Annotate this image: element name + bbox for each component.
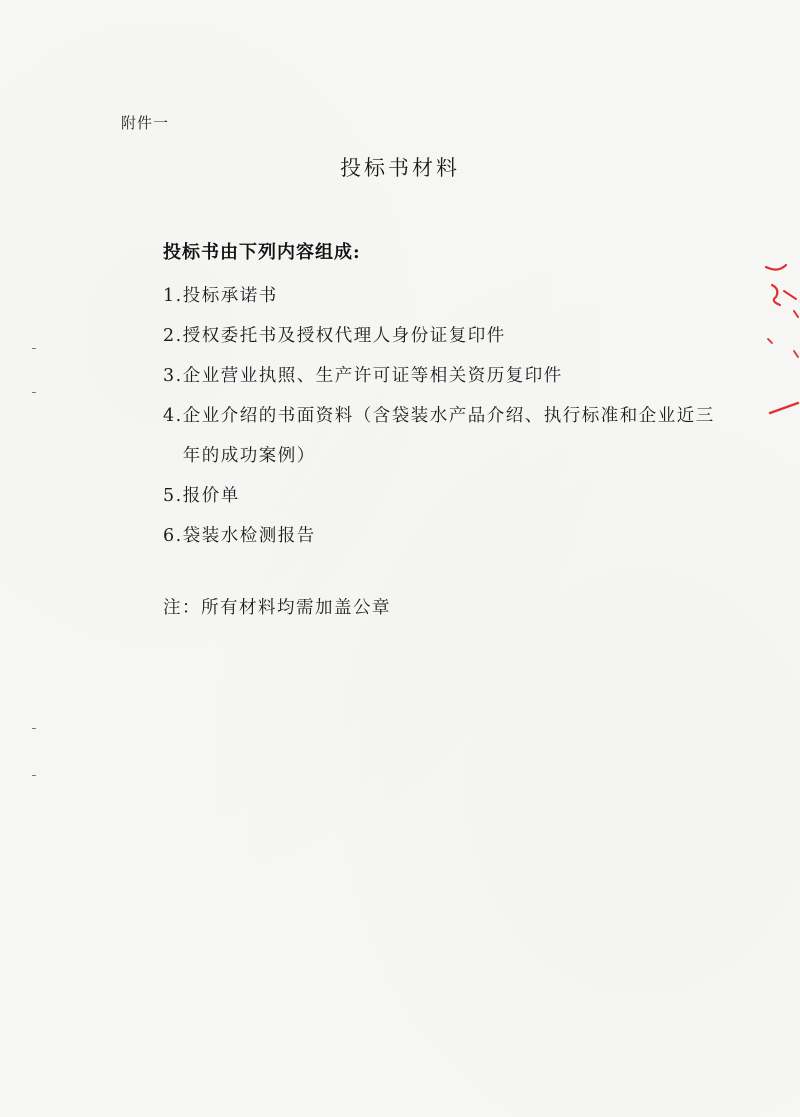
item-text: 袋装水检测报告 — [182, 526, 316, 546]
scan-speck — [32, 392, 36, 393]
list-item — [163, 396, 723, 476]
note: 注：所有材料均需加盖公章 — [163, 598, 391, 618]
red-seal-fragment — [760, 255, 800, 435]
item-text: 企业营业执照、生产许可证等相关资历复印件 — [182, 366, 563, 386]
item-text: 投标承诺书 — [182, 286, 278, 306]
content-list — [163, 276, 723, 556]
item-number: 4. — [163, 406, 183, 426]
list-item — [163, 476, 723, 516]
list-item — [163, 356, 723, 396]
item-number: 2. — [163, 326, 183, 346]
item-number: 5. — [163, 486, 183, 506]
scan-speck — [32, 775, 36, 776]
item-number: 1. — [163, 286, 183, 306]
item-text: 报价单 — [182, 486, 240, 506]
attachment-label: 附件一 — [121, 114, 170, 132]
scan-speck — [32, 728, 36, 729]
item-text: 授权委托书及授权代理人身份证复印件 — [182, 326, 506, 346]
item-text: 企业介绍的书面资料（含袋装水产品介绍、执行标准和企业近三年的成功案例） — [182, 406, 715, 466]
list-item — [163, 516, 723, 556]
scan-speck — [32, 348, 36, 349]
item-number: 3. — [163, 366, 183, 386]
list-item — [163, 276, 723, 316]
item-number: 6. — [163, 526, 183, 546]
intro-heading: 投标书由下列内容组成: — [163, 242, 361, 263]
list-item — [163, 316, 723, 356]
document-title: 投标书材料 — [340, 156, 460, 180]
